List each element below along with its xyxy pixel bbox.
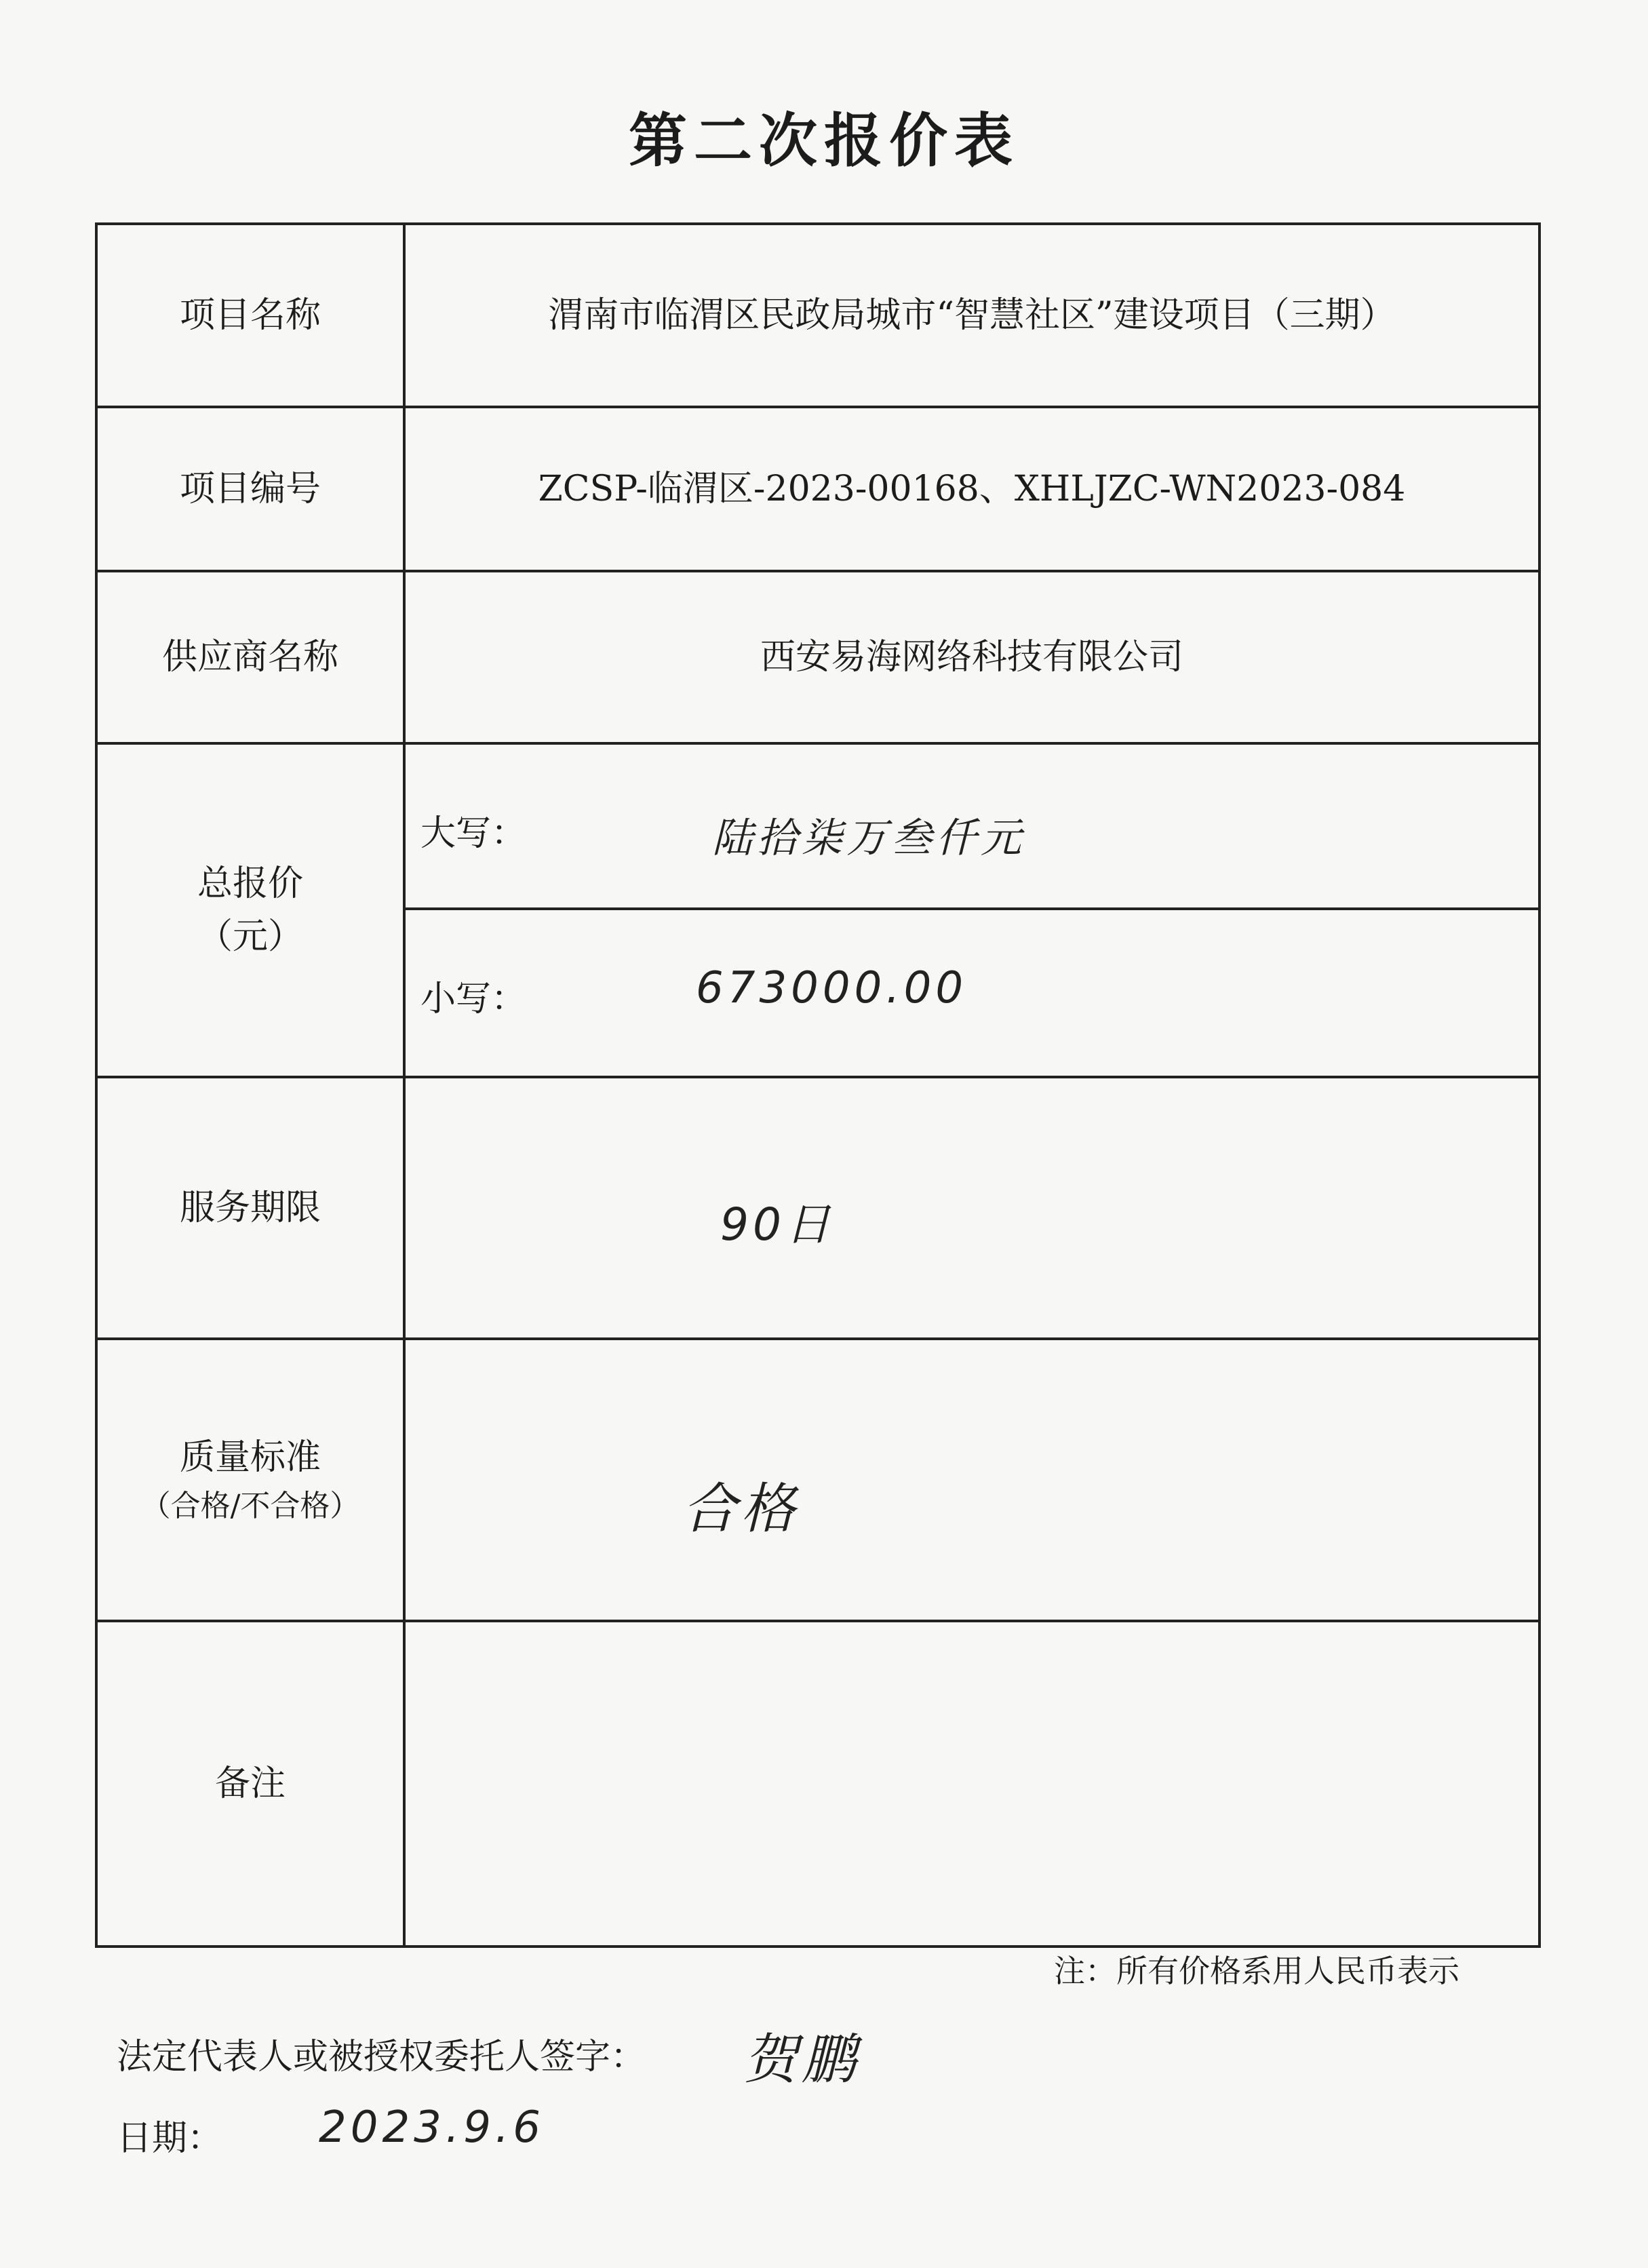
project-name-label: 项目名称: [179, 295, 321, 336]
remarks-value: [404, 1621, 1539, 1947]
upper-amount-value: 陆拾柒万叁仟元: [712, 815, 1025, 862]
supplier-label: 供应商名称: [161, 637, 338, 678]
signature-value: 贺鹏: [743, 2028, 860, 2091]
document-title: 第二次报价表: [629, 106, 1019, 175]
quality-sub-label: （合格/不合格）: [140, 1489, 360, 1523]
project-no-label: 项目编号: [179, 469, 321, 509]
project-name-value: 渭南市临渭区民政局城市“智慧社区”建设项目（三期）: [548, 295, 1396, 336]
project-no-value: ZCSP-临渭区-2023-00168、XHLJZC-WN2023-084: [538, 469, 1406, 509]
signature-label: 法定代表人或被授权委托人签字：: [117, 2037, 646, 2077]
supplier-value: 西安易海网络科技有限公司: [760, 637, 1183, 678]
quality-value: 合格: [682, 1477, 799, 1540]
service-period-value: 90日: [720, 1198, 834, 1251]
quality-label: 质量标准: [179, 1437, 321, 1478]
quality-label-cell: [96, 1339, 404, 1621]
currency-note: 注：所有价格系用人民币表示: [1054, 1953, 1459, 1989]
lower-amount-value: 673000.00: [696, 963, 968, 1013]
remarks-label: 备注: [214, 1763, 286, 1804]
date-value: 2023.9.6: [319, 2103, 545, 2153]
total-price-unit: （元）: [197, 916, 303, 957]
upper-amount-label: 大写：: [420, 813, 527, 854]
total-price-label-cell: [96, 743, 404, 1077]
total-price-label: 总报价: [197, 863, 303, 904]
service-period-label: 服务期限: [179, 1188, 321, 1228]
date-label: 日期：: [117, 2118, 223, 2159]
lower-amount-label: 小写：: [420, 979, 527, 1019]
